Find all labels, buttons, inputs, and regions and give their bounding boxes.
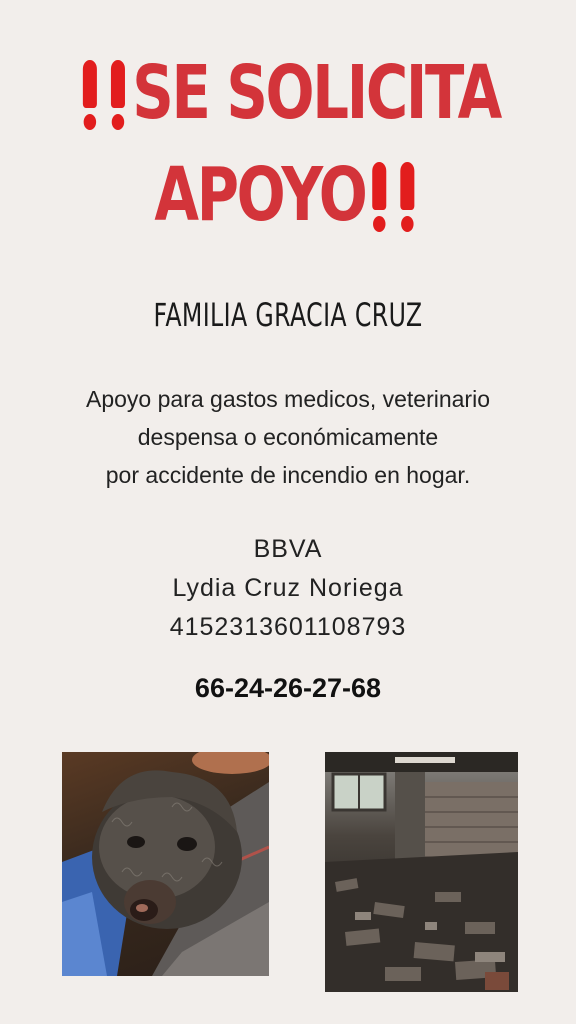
- account-number: 4152313601108793: [169, 613, 407, 641]
- description-line: por accidente de incendio en hogar.: [105, 462, 471, 488]
- description-line: despensa o económicamente: [137, 424, 439, 450]
- dog-image: [62, 752, 269, 976]
- phone-number: 66-24-26-27-68: [194, 673, 382, 703]
- fire-damage-photo: [325, 752, 518, 992]
- exclamation-icon: [78, 56, 101, 130]
- headline-line-2: [63, 152, 512, 238]
- exclamation-icon: [107, 56, 130, 130]
- description-line: Apoyo para gastos medicos, veterinario: [86, 386, 490, 412]
- family-name: FAMILIA GRACIA CRUZ: [153, 296, 423, 334]
- dog-photo: [62, 752, 269, 976]
- account-holder: Lydia Cruz Noriega: [172, 574, 404, 602]
- exclamation-icon: [396, 158, 419, 232]
- exclamation-icon: [368, 158, 391, 232]
- bank-info: [0, 530, 576, 647]
- description: [0, 380, 576, 494]
- headline-line-1: [63, 50, 512, 136]
- headline-text-1: SE SOLICITA: [132, 50, 500, 136]
- burned-room-image: [325, 752, 518, 992]
- bank-name: BBVA: [253, 535, 323, 563]
- headline-text-2: APOYO: [154, 152, 366, 238]
